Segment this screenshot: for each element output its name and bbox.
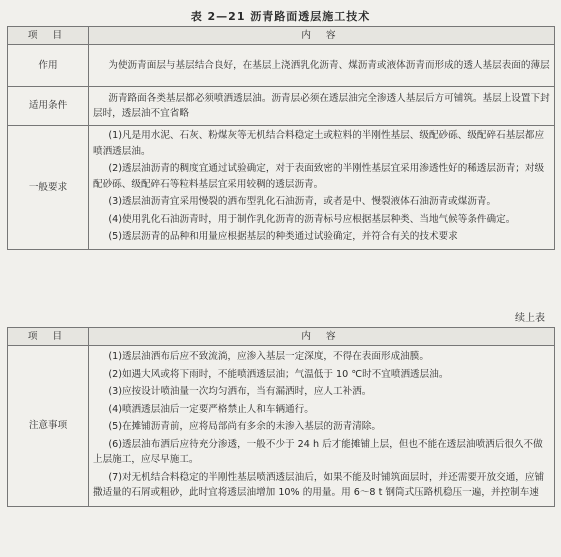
paragraph: (2)如遇大风或将下雨时，不能喷洒透层油；气温低于 10 ℃时不宜喷洒透层油。 bbox=[108, 368, 449, 380]
row-content bbox=[89, 45, 555, 87]
table-caption: 表 2—21 沥青路面透层施工技术 bbox=[190, 10, 371, 23]
table-header-row bbox=[8, 328, 555, 346]
header-content: 内 容 bbox=[89, 27, 555, 45]
header-item: 项 目 bbox=[8, 328, 89, 346]
paragraph: (1)透层油洒布后应不致流淌，应渗入基层一定深度，不得在表面形成油膜。 bbox=[108, 351, 429, 362]
paragraph: (1)凡是用水泥、石灰、粉煤灰等无机结合料稳定土或粒料的半刚性基层、级配砂砾、级配碎石基层都应喷洒透层油。 bbox=[93, 130, 545, 157]
continued-label: 续上表 bbox=[515, 313, 545, 324]
technique-table bbox=[7, 26, 555, 250]
paragraph: (5)透层沥青的品种和用量应根据基层的种类通过试验确定，并符合有关的技术要求 bbox=[108, 231, 458, 242]
table-row bbox=[8, 346, 555, 507]
table-row bbox=[8, 126, 555, 250]
paragraph: (3)应按设计喷油量一次均匀洒布，当有漏洒时，应人工补洒。 bbox=[108, 386, 372, 397]
paragraph: (2)透层油沥青的稠度宜通过试验确定，对于表面致密的半刚性基层宜采用渗透性好的稀透层沥青；对级配砂砾、级配碎石等粒料基层宜采用较稠的透层沥青。 bbox=[93, 163, 545, 190]
paragraph: (6)透层油布洒后应待充分渗透，一般不少于 24 h 后才能摊铺上层，但也不能在透层油喷洒后很久不做上层施工，应尽早施工。 bbox=[93, 438, 543, 465]
row-label: 适用条件 bbox=[8, 87, 89, 126]
paragraph: (4)喷洒透层油后一定要严格禁止人和车辆通行。 bbox=[108, 403, 314, 415]
technique-table-continued bbox=[7, 327, 555, 507]
paragraph: 为使沥青面层与基层结合良好，在基层上浇洒乳化沥青、煤沥青或液体沥青而形成的透人基层表面的薄层 bbox=[108, 59, 550, 71]
row-content bbox=[89, 126, 555, 250]
header-content: 内 容 bbox=[89, 328, 555, 346]
row-content bbox=[89, 346, 555, 507]
table-header-row bbox=[8, 27, 555, 45]
row-label: 注意事项 bbox=[8, 346, 89, 507]
row-label: 一般要求 bbox=[8, 126, 89, 250]
row-content bbox=[89, 87, 555, 126]
row-label: 作用 bbox=[8, 45, 89, 87]
paragraph: 沥青路面各类基层都必须喷洒透层油。沥青层必须在透层油完全渗透人基层后方可铺筑。基层上设置下封层时，透层油不宜省略 bbox=[93, 92, 550, 119]
paragraph: (5)在摊铺沥青前，应将局部尚有多余的未渗入基层的沥青清除。 bbox=[108, 421, 381, 432]
table-row bbox=[8, 87, 555, 126]
paragraph: (7)对无机结合料稳定的半刚性基层喷洒透层油后，如果不能及时铺筑面层时，并还需要开放交通，应铺撒适量的石屑或粗砂，此时宜将透层油增加 10% 的用量。用 6～8 t 钢筒式压路机稳压一遍，并控制车速 bbox=[93, 471, 545, 498]
paragraph: (4)使用乳化石油沥青时，用于制作乳化沥青的沥青标号应根据基层种类、当地气候等条件确定。 bbox=[108, 213, 516, 225]
header-item: 项 目 bbox=[8, 27, 89, 45]
table-row bbox=[8, 45, 555, 87]
paragraph: (3)透层油沥青宜采用慢裂的洒布型乳化石油沥青，或者是中、慢裂液体石油沥青或煤沥青。 bbox=[108, 196, 497, 207]
